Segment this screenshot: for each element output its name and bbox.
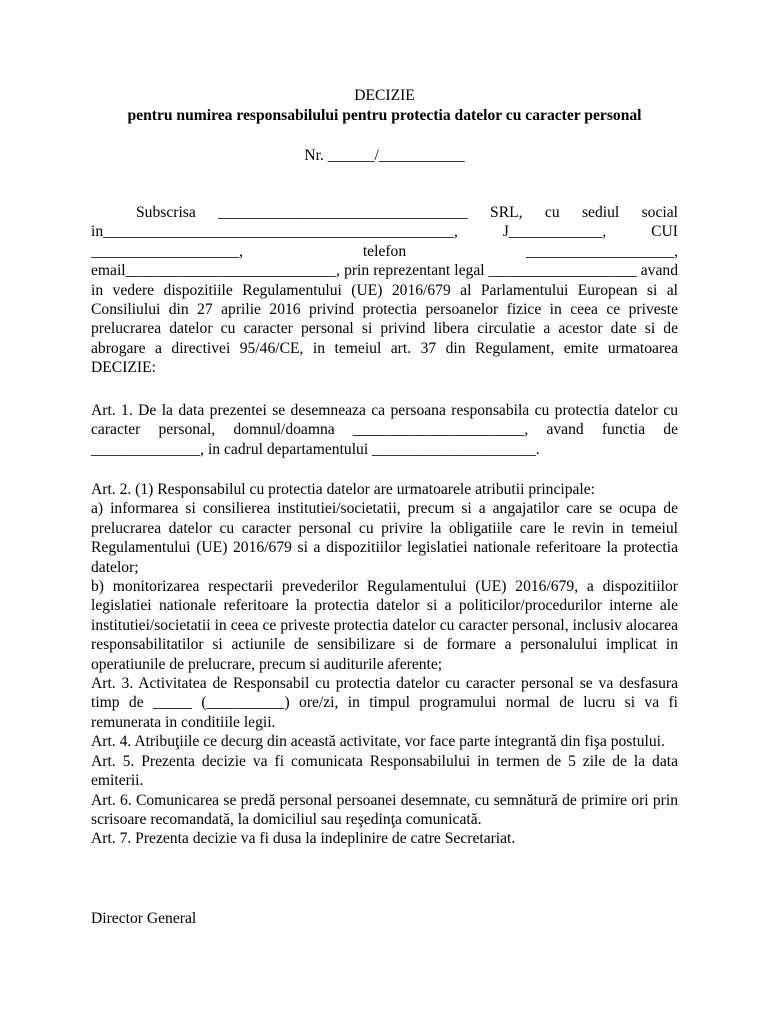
- document-number: Nr. ______/___________: [304, 147, 465, 164]
- art6: Art. 6. Comunicarea se predă personal persoanei desemnate, cu semnătură de primire ori prin scrisoare recomandată, la domiciliul sau reşedinţa comunicată.: [91, 791, 678, 828]
- art1-text: Art. 1. De la data prezentei se desemneaza ca persoana responsabila cu protectia datelor cu caracter personal, domnul/doamna ______________________, avand functia de ______________, in cadrul departamentului _____________________.: [91, 402, 678, 458]
- art2-a: a) informarea si consilierea institutiei/societatii, precum si a angajatilor care se ocupa de prelucrarea datelor cu caracter personal cu privire la obligatiile care le revin in temeiul Regulamentului (UE) 2016/679 si a dispozitiilor legislatiei nationale referitoare la protectia datelor;: [91, 500, 678, 576]
- art7: Art. 7. Prezenta decizie va fi dusa la indeplinire de catre Secretariat.: [91, 830, 516, 848]
- intro-paragraph: [91, 203, 678, 378]
- intro-text: Subscrisa ________________________________ SRL, cu sediul social in_____________________________________________, J____________, CUI ___________________, telefon ___________________, email___________________________, prin reprezentant legal ___________________ avand in vedere dispozitiile Regulamentului (UE) 2016/679 al Parlamentului European si al Consiliului din 27 aprilie 2016 privind protectia persoanelor fizice in ceea ce priveste prelucrarea datelor cu caracter personal si privind libera circulatie a acestor date si de abrogare a directivei 95/46/CE, in temeiul art. 37 din Regulament, emite urmatoarea DECIZIE:: [91, 204, 678, 377]
- art5: Art. 5. Prezenta decizie va fi comunicata Responsabilului in termen de 5 zile de la data emiterii.: [91, 752, 678, 790]
- document-subtitle: pentru numirea responsabilului pentru protectia datelor cu caracter personal: [127, 107, 642, 124]
- document-title: DECIZIE: [354, 87, 415, 104]
- art2-b: b) monitorizarea respectarii prevederilor Regulamentului (UE) 2016/679, a dispozitiilor legislatiei nationale referitoare la protectia datelor si a politicilor/procedurilor interne ale institutiei/societatii in ceea ce priveste protectia datelor cu caracter personal, inclusiv alocarea responsabilitatilor si actiunile de sensibilizare si de formare a personalului implicat in operatiunile de prelucrare, precum si auditurile aferente;: [91, 578, 678, 673]
- articles-block: [91, 480, 678, 849]
- art4: Art. 4. Atribuţiile ce decurg din această activitate, vor face parte integrantă din fişa postului.: [91, 733, 665, 751]
- art3: Art. 3. Activitatea de Responsabil cu protectia datelor cu caracter personal se va desfasura timp de _____ (__________) ore/zi, in timpul programului normal de lucru si va fi remunerata in conditiile legii.: [91, 675, 678, 731]
- article-1: [91, 401, 678, 459]
- art2-head: Art. 2. (1) Responsabilul cu protectia datelor are urmatoarele atributii principale:: [91, 481, 596, 498]
- signature-label: Director General: [91, 910, 197, 927]
